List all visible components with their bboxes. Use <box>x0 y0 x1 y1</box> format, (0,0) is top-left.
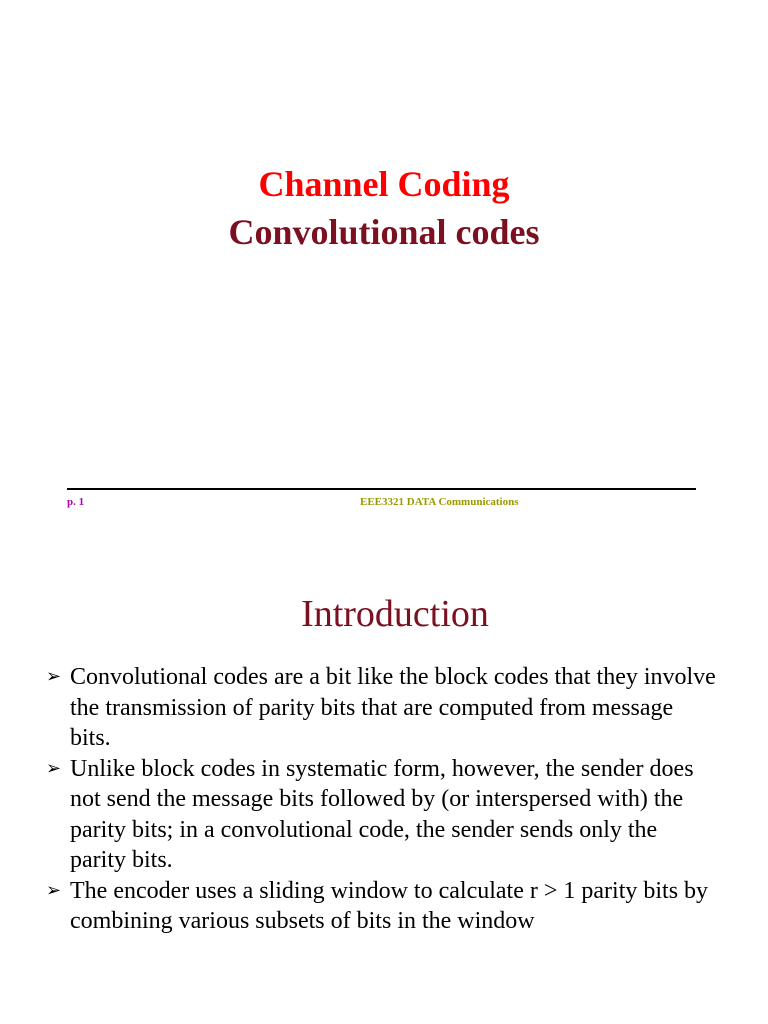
bullet-text: Convolutional codes are a bit like the block codes that they involve the transmission of parity bits that are computed from message bits. <box>70 664 716 751</box>
bullet-text: Unlike block codes in systematic form, however, the sender does not send the message bits followed by (or interspersed with) the parity bits; in a convolutional code, the sender sends only the parity bits. <box>70 755 694 873</box>
bullet-item <box>46 754 716 876</box>
footer-divider <box>67 488 696 490</box>
arrow-bullet-icon: ➢ <box>46 879 62 901</box>
footer-page-number: p. 1 <box>67 496 85 508</box>
bullet-item <box>46 876 716 937</box>
arrow-bullet-icon: ➢ <box>46 666 62 687</box>
slide-title-main: Channel Coding <box>258 164 510 204</box>
bullet-list <box>46 662 716 937</box>
bullet-text: The encoder uses a sliding window to calculate r > 1 parity bits by combining various subsets of bits in the window <box>70 877 709 934</box>
slide-title-sub: Convolutional codes <box>228 212 540 252</box>
slide-introduction <box>0 512 768 1024</box>
arrow-bullet-icon: ➢ <box>46 757 62 779</box>
title-block <box>0 160 768 256</box>
bullet-item <box>46 662 716 754</box>
footer-course-name: EEE3321 DATA Communications <box>360 496 519 508</box>
introduction-heading: Introduction <box>301 593 489 635</box>
